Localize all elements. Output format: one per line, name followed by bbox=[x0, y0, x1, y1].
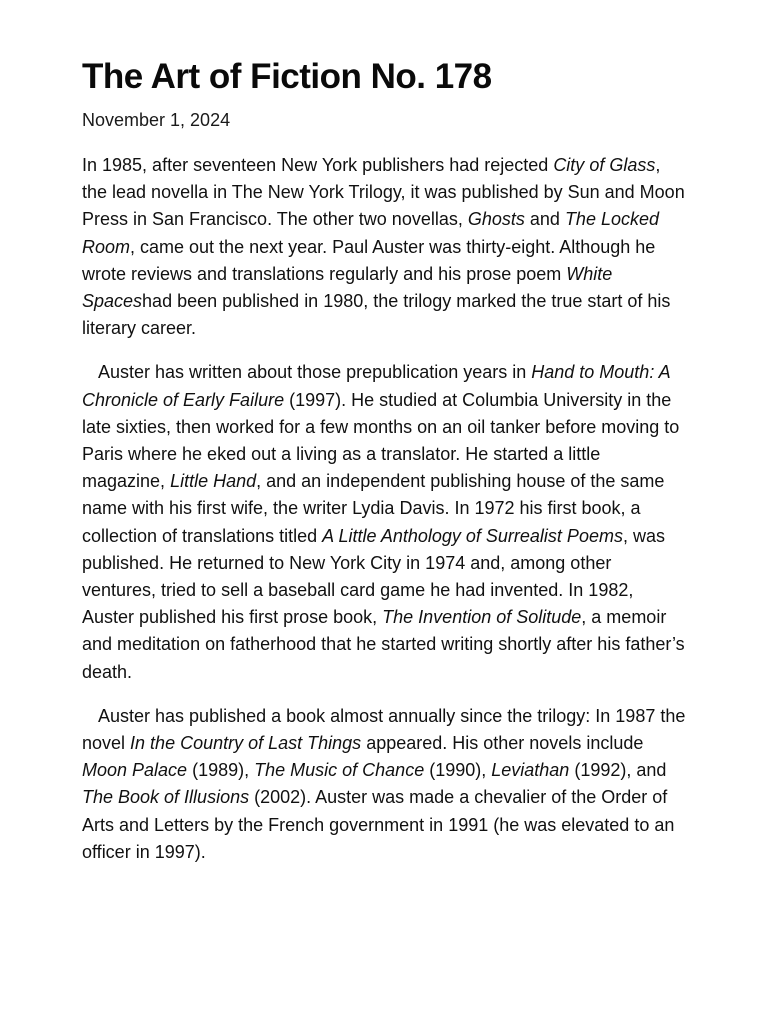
book-title: The Locked Room bbox=[82, 209, 659, 257]
book-title: City of Glass bbox=[553, 155, 656, 175]
text-run: In 1985, after seventeen New York publishers had rejected bbox=[82, 155, 554, 175]
text-run: , a memoir and meditation on fatherhood that he started writing shortly after his father’s death. bbox=[82, 607, 685, 682]
text-run: (1997). He studied at Columbia University in the late sixties, then worked for a few months on an oil tanker before moving to Paris where he eked out a living as a translator. He started a little magazine, bbox=[82, 389, 680, 492]
text-run: (1992), and bbox=[569, 760, 667, 781]
book-title: Leviathan bbox=[491, 760, 570, 781]
article-body bbox=[82, 152, 686, 866]
text-run: (2002). Auster was made a chevalier of the Order of Arts and Letters by the French government in 1991 (he was elevated to an officer in 1997). bbox=[82, 787, 675, 862]
text-run: (1989), bbox=[187, 760, 255, 781]
book-title: The Book of Illusions bbox=[82, 787, 250, 808]
text-run: Auster has written about those prepublication years in bbox=[98, 362, 532, 383]
paragraph bbox=[82, 359, 686, 685]
book-title: The Music of Chance bbox=[254, 760, 425, 781]
book-title: White Spaces bbox=[82, 263, 613, 312]
book-title: Moon Palace bbox=[82, 760, 188, 781]
text-run: (1990), bbox=[424, 760, 492, 781]
book-title: The Invention of Solitude bbox=[382, 607, 582, 628]
book-title: Ghosts bbox=[467, 209, 525, 230]
book-title: Little Hand bbox=[170, 471, 257, 492]
book-title: In the Country of Last Things bbox=[130, 733, 362, 754]
text-run: Auster has published a book almost annually since the trilogy: In 1987 the novel bbox=[82, 705, 686, 754]
text-run: , and an independent publishing house of the same name with his first wife, the writer Lydia Davis. In 1972 his first book, a collection of translations titled bbox=[82, 471, 665, 546]
text-run: had been published in 1980, the trilogy marked the true start of his literary career. bbox=[82, 291, 671, 339]
text-run: , was published. He returned to New York City in 1974 and, among other ventures, tried to sell a baseball card game he had invented. In 1982, Auster published his first prose book, bbox=[82, 525, 665, 628]
book-title: Hand to Mouth: A Chronicle of Early Failure bbox=[82, 362, 670, 410]
article-title: The Art of Fiction No. 178 bbox=[82, 57, 492, 96]
article-date: November 1, 2024 bbox=[82, 110, 231, 130]
paragraph bbox=[82, 152, 686, 342]
book-title: A Little Anthology of Surrealist Poems bbox=[322, 525, 623, 546]
text-run: , came out the next year. Paul Auster was thirty-eight. Although he wrote reviews and translations regularly and his prose poem bbox=[82, 236, 656, 284]
text-run: appeared. His other novels include bbox=[361, 733, 644, 754]
text-run: and bbox=[524, 209, 565, 230]
text-run: , the lead novella in The New York Trilogy, it was published by Sun and Moon Press in San Francisco. The other two novellas, bbox=[82, 155, 685, 230]
paragraph bbox=[82, 703, 686, 866]
